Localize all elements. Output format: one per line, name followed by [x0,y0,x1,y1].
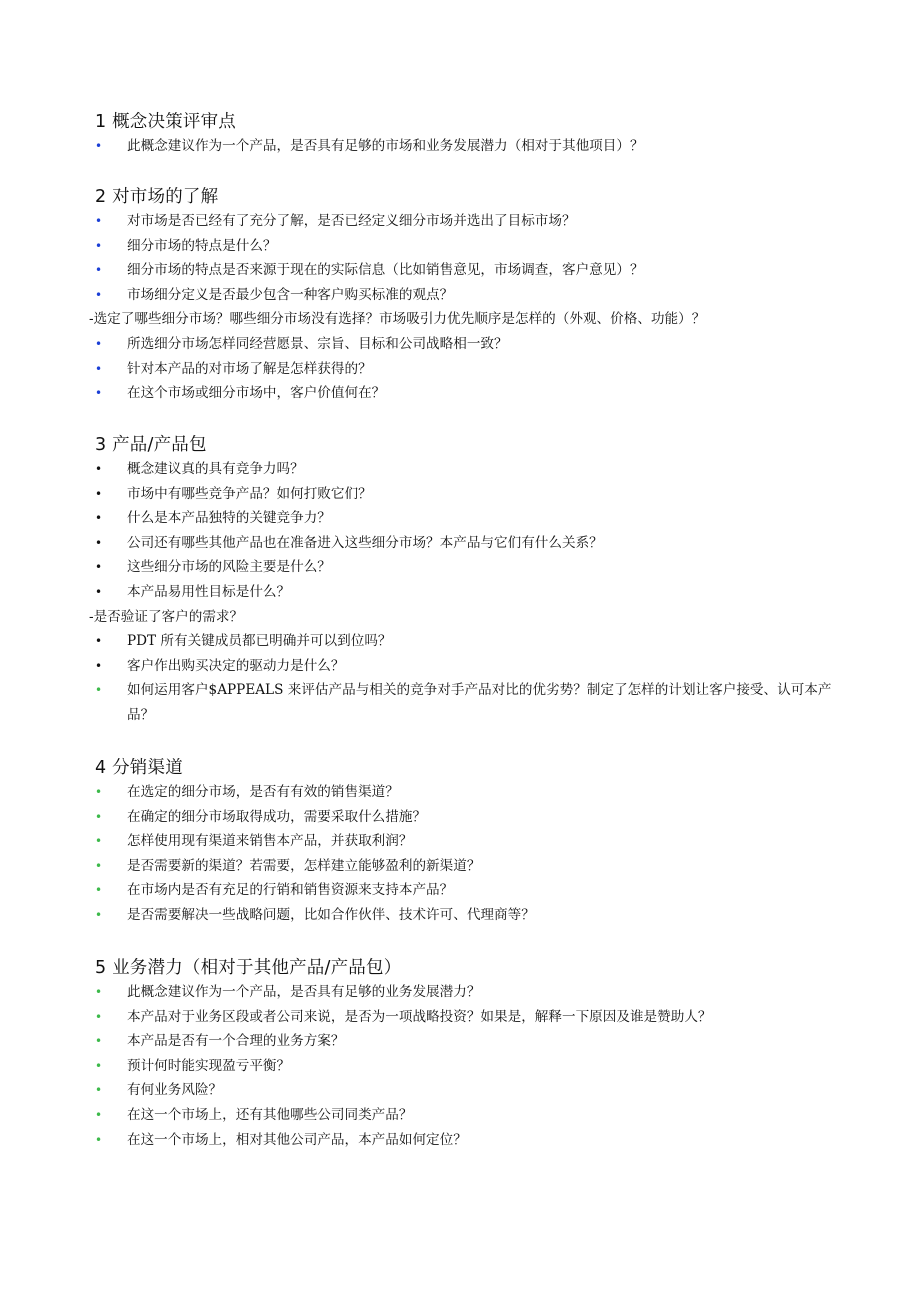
item-text: 是否需要解决一些战略问题，比如合作伙伴、技术许可、代理商等？ [127,906,535,923]
bullet-icon: • [95,1034,103,1049]
item-text: 本产品对于业务区段或者公司来说，是否为一项战略投资？如果是，解释一下原因及谁是赞助人？ [127,1008,712,1025]
list-item [95,654,855,679]
item-text: 什么是本产品独特的关键竞争力？ [127,510,331,527]
list-item [95,506,855,531]
item-text: 本产品易用性目标是什么？ [127,583,291,600]
section-heading: 2 对市场的了解 [95,187,219,207]
list-item [95,209,855,234]
item-text: 这些细分市场的风险主要是什么？ [127,559,331,576]
item-text: 公司还有哪些其他产品也在准备进入这些细分市场？本产品与它们有什么关系？ [127,534,603,551]
bullet-icon: • [95,1132,103,1147]
list-item [95,234,855,259]
bullet-icon: • [95,683,103,698]
bullet-icon: • [95,1058,103,1073]
list-item [95,555,855,580]
list-item [95,805,855,830]
item-text: 在确定的细分市场取得成功，需要采取什么措施？ [127,808,427,825]
section-product-package [89,433,855,728]
item-text: 在这个市场或细分市场中，客户价值何在？ [127,385,386,402]
list-item [95,903,855,928]
bullet-icon: • [95,1083,103,1098]
section-heading: 4 分销渠道 [95,758,183,778]
bullet-icon: • [95,560,103,575]
bullet-icon: • [95,584,103,599]
list-item [95,1054,855,1079]
item-text: 在这一个市场上，还有其他哪些公司同类产品？ [127,1106,413,1123]
list-item [95,678,855,727]
item-text: 客户作出购买决定的驱动力是什么？ [127,657,345,674]
bullet-icon: • [95,214,103,228]
list-item [95,482,855,507]
item-text: 市场细分定义是否最少包含一种客户购买标准的观点？ [127,286,454,303]
bullet-icon: • [95,238,103,253]
list-item [95,258,855,283]
question-list [95,980,855,1152]
list-item [95,357,855,382]
list-item [95,854,855,879]
list-item [95,780,855,805]
bullet-icon: • [95,462,103,476]
question-list [95,134,855,159]
item-text: 是否需要新的渠道？若需要，怎样建立能够盈利的新渠道？ [127,857,481,874]
bullet-icon: • [95,535,103,550]
item-text: 在这一个市场上，相对其他公司产品，本产品如何定位？ [127,1131,467,1148]
item-text: 针对本产品的对市场了解是怎样获得的？ [127,360,372,377]
item-text: 有何业务风险？ [127,1082,223,1099]
list-item [95,1078,855,1103]
item-text: 在市场内是否有充足的行销和销售资源来支持本产品？ [127,882,454,899]
bullet-icon: • [95,511,103,526]
bullet-icon: • [95,263,103,278]
item-text: 所选细分市场怎样同经营愿景、宗旨、目标和公司战略相一致？ [127,335,508,352]
question-list [89,209,855,406]
list-item [95,629,855,654]
bullet-icon: • [95,139,103,153]
list-item [89,605,855,630]
item-text: 本产品是否有一个合理的业务方案？ [127,1033,345,1050]
bullet-icon: • [95,858,103,873]
bullet-icon: • [95,634,103,649]
item-text: 此概念建议作为一个产品，是否具有足够的业务发展潜力？ [127,984,481,1000]
list-item [95,1128,855,1153]
bullet-icon: • [95,1009,103,1024]
item-text: 细分市场的特点是否来源于现在的实际信息（比如销售意见，市场调查，客户意见）？ [127,262,644,279]
item-text: -选定了哪些细分市场？哪些细分市场没有选择？市场吸引力优先顺序是怎样的（外观、价格、功能）？ [89,311,706,328]
question-list [95,780,855,928]
bullet-icon: • [95,361,103,376]
bullet-icon: • [95,985,103,999]
bullet-icon: • [95,386,103,401]
list-item [95,134,855,159]
item-text: PDT 所有关键成员都已明确并可以到位吗？ [127,633,392,650]
item-text: 怎样使用现有渠道来销售本产品，并获取利润？ [127,833,413,850]
bullet-icon: • [95,809,103,824]
section-heading: 3 产品/产品包 [95,435,207,455]
section-business-potential [95,956,855,1152]
list-item [95,1103,855,1128]
item-text: 对市场是否已经有了充分了解，是否已经定义细分市场并选出了目标市场？ [127,213,576,229]
item-text: 预计何时能实现盈亏平衡？ [127,1057,291,1074]
bullet-icon: • [95,883,103,898]
question-list [89,457,855,728]
list-item [95,1029,855,1054]
bullet-icon: • [95,785,103,799]
list-item [95,980,855,1005]
bullet-icon: • [95,1107,103,1122]
section-concept-decision [95,110,855,159]
item-text: 如何运用客户$APPEALS 来评估产品与相关的竞争对手产品对比的优劣势？制定了怎样的计划让客户接受、认可本产品？ [127,682,832,723]
list-item [95,1005,855,1030]
item-text: 概念建议真的具有竞争力吗？ [127,461,304,477]
list-item [95,283,855,308]
list-item [95,457,855,482]
bullet-icon: • [95,486,103,501]
item-text: -是否验证了客户的需求？ [89,608,244,625]
section-heading: 5 业务潜力（相对于其他产品/产品包） [95,958,402,978]
list-item [95,332,855,357]
item-text: 此概念建议作为一个产品，是否具有足够的市场和业务发展潜力（相对于其他项目）？ [127,138,644,154]
section-market-understanding [89,185,855,406]
bullet-icon: • [95,834,103,849]
list-item [95,580,855,605]
bullet-icon: • [95,287,103,302]
list-item [95,531,855,556]
list-item [95,381,855,406]
bullet-icon: • [95,336,103,351]
section-distribution-channels [95,756,855,928]
section-heading: 1 概念决策评审点 [95,112,236,132]
item-text: 市场中有哪些竞争产品？如何打败它们？ [127,485,372,502]
bullet-icon: • [95,658,103,673]
list-item [95,878,855,903]
item-text: 细分市场的特点是什么？ [127,237,277,254]
list-item [95,829,855,854]
list-item [89,307,855,332]
item-text: 在选定的细分市场，是否有有效的销售渠道？ [127,784,399,800]
bullet-icon: • [95,907,103,922]
